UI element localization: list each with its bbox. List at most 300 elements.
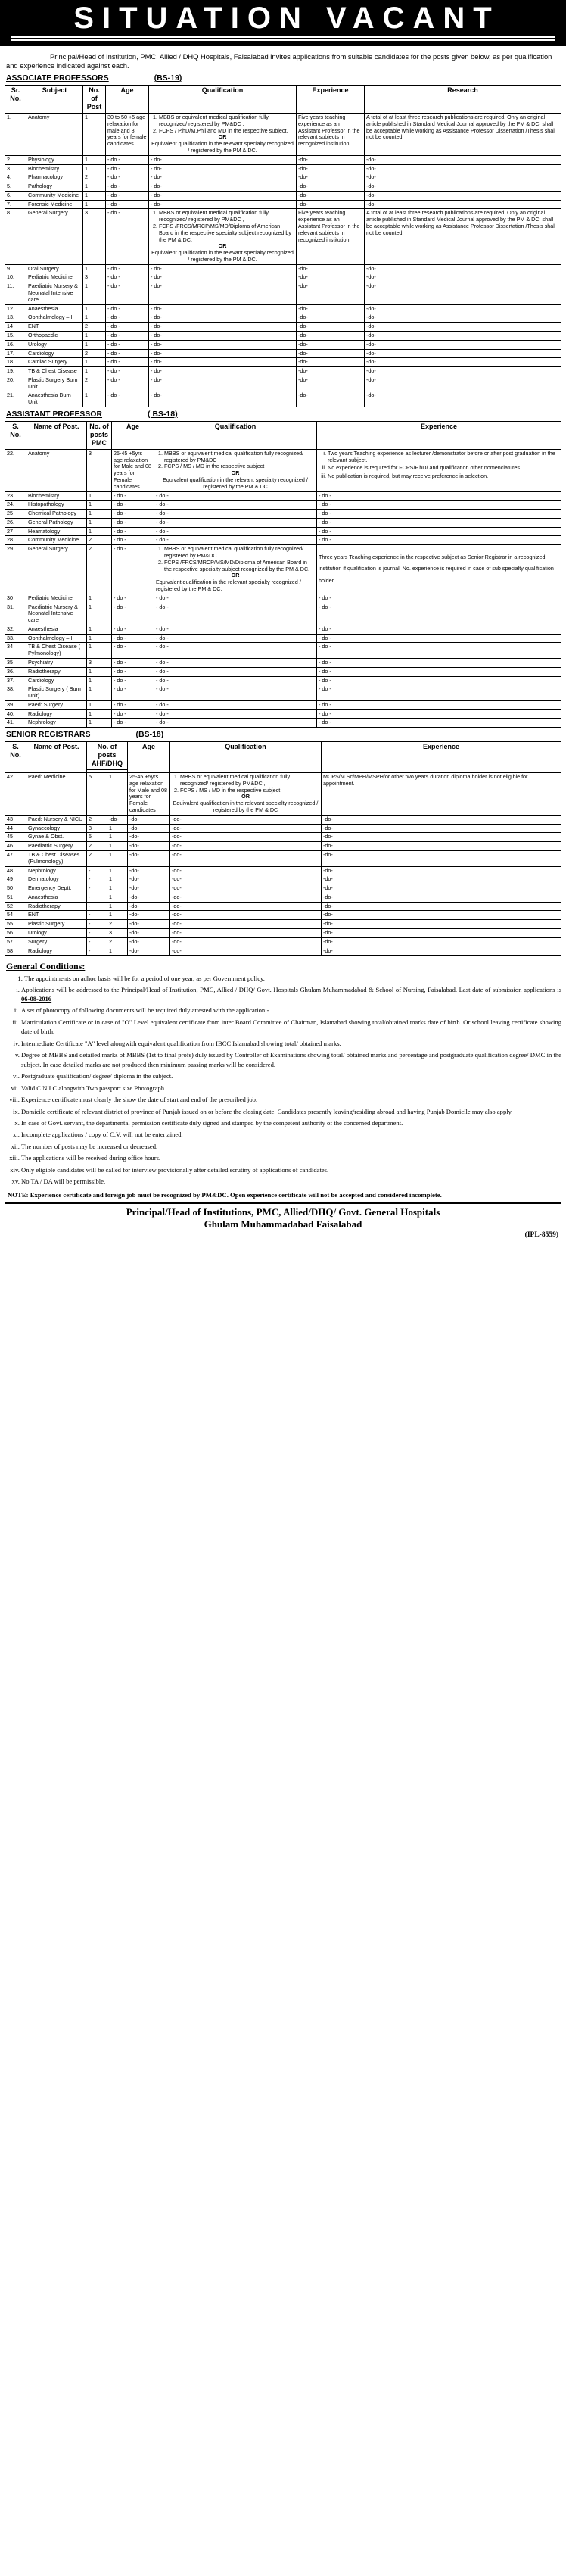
cell-posts: 1: [87, 527, 112, 536]
table-row: [5, 685, 561, 701]
cell-qualification: - do -: [154, 700, 317, 709]
table-senior-registrars: [5, 741, 561, 956]
cell-subject: Pathology: [26, 182, 83, 192]
cell-age: - do -: [112, 491, 154, 501]
cell-research: -do-: [365, 376, 561, 391]
cell-experience: -do-: [322, 893, 561, 902]
cell-age: -do-: [128, 850, 170, 866]
col-experience: Experience: [297, 86, 365, 114]
cell-experience: -do-: [297, 264, 365, 273]
deadline-date: 06-08-2016: [21, 994, 52, 1003]
table-row: [5, 349, 561, 358]
cell-subject: Radiotherapy: [26, 667, 87, 676]
cell-sr-no: 57: [5, 937, 26, 947]
cell-subject: Paediatric Nursery & Neonatal Intensive care: [26, 603, 87, 625]
cell-qualification: - do-: [149, 376, 297, 391]
cell-qualification: -do-: [170, 928, 322, 937]
section3-grade: (BS-18): [135, 731, 164, 740]
cell-qualification: [149, 209, 297, 264]
intro-line-2: posts given below, as per qualification and experience indicated against each.: [6, 51, 552, 70]
sub-condition-item: [21, 985, 561, 1004]
col-experience: Experience: [322, 742, 561, 773]
cell-posts: 2: [83, 323, 106, 332]
cell-age: - do -: [112, 709, 154, 719]
col-no-of-post: No. of Post: [83, 86, 106, 114]
qualification-tail: Equivalent qualification in the relevant specialty recognized / registered by the PM & DC.: [151, 140, 294, 154]
qualification-item: 2. FCPS / P.hD/M.Phil and MD in the respective subject.: [159, 128, 294, 135]
cell-age: -do-: [128, 920, 170, 929]
cell-research: -do-: [365, 358, 561, 367]
note-label: NOTE:: [8, 1190, 29, 1199]
section3-title: SENIOR REGISTRARS: [6, 731, 91, 740]
experience-item: ii. No experience is required for FCPS/P.hD/ and qualification other nomenclatures.: [328, 465, 559, 472]
cell-experience: -do-: [322, 875, 561, 884]
cell-experience: - do -: [317, 719, 561, 728]
sub-condition-item: viii. Experience certificate must clearly the show the date of start and end of the prescribed job.: [21, 1095, 561, 1104]
cell-sr-no: 25: [5, 510, 26, 519]
cell-qualification: -do-: [170, 866, 322, 875]
cell-subject: Heamatology: [26, 527, 87, 536]
sub-condition-item: xiii. The applications will be received during office hours.: [21, 1153, 561, 1162]
cell-posts-dhq: 1: [107, 866, 128, 875]
cell-sr-no: 43: [5, 815, 26, 824]
general-conditions-sublist: [5, 985, 561, 1187]
cell-experience: -do-: [322, 947, 561, 956]
cell-age: - do -: [112, 667, 154, 676]
cell-subject: TB & Chest Disease ( Pylmonology): [26, 643, 87, 659]
cell-qualification: - do -: [154, 518, 317, 527]
cell-age: -do-: [128, 893, 170, 902]
cell-sr-no: 20.: [5, 376, 26, 391]
cell-posts: 1: [83, 182, 106, 192]
table-row: [5, 282, 561, 304]
col-name-of-post: Name of Post.: [26, 421, 87, 449]
table-row: [5, 937, 561, 947]
cell-sr-no: 12.: [5, 304, 26, 313]
cell-subject: General Surgery: [26, 209, 83, 264]
cell-subject: Pediatric Medicine: [26, 273, 83, 282]
cell-sr-no: 52: [5, 902, 26, 911]
section1-grade: (BS-19): [154, 74, 182, 83]
cell-qualification: - do-: [149, 200, 297, 209]
cell-qualification: - do-: [149, 191, 297, 200]
cell-qualification: -do-: [170, 937, 322, 947]
qualification-tail: Equivalent qualification in the relevant specialty recognized / registered by the PM & DC.: [156, 579, 301, 592]
cell-experience: - do -: [317, 709, 561, 719]
cell-age: - do -: [112, 536, 154, 545]
cell-research: -do-: [365, 349, 561, 358]
cell-subject: Histopathology: [26, 501, 87, 510]
cell-age: - do -: [112, 643, 154, 659]
cell-experience: - do -: [317, 658, 561, 667]
col-age: Age: [112, 421, 154, 449]
cell-research: A total of at least three research publications are required. Only an original article published in Standard Medical Journal approved by the PM & DC, shall be acceptable while working as Assistance Professor Dissertation /Thesis shall not be counted.: [365, 114, 561, 156]
cell-age: - do -: [112, 634, 154, 643]
cell-posts-dhq: 1: [107, 893, 128, 902]
cell-sr-no: 39.: [5, 700, 26, 709]
cell-experience: -do-: [322, 902, 561, 911]
masthead-rule-bottom: [11, 39, 555, 41]
cell-age: -do-: [128, 911, 170, 920]
cell-posts: 1: [83, 155, 106, 164]
cell-subject: Paediatric Nursery & Neonatal Intensive care: [26, 282, 83, 304]
cell-sr-no: 45: [5, 833, 26, 842]
cell-experience: Three years Teaching experience in the respective subject as Senior Registrar in a recognized institution if qualification is journal. No. experience is required in case of sub specialty qualification holder.: [317, 545, 561, 594]
cell-experience: - do -: [317, 510, 561, 519]
cell-age: - do -: [106, 358, 149, 367]
intro-paragraph: [6, 52, 560, 71]
cell-research: A total of at least three research publications are required. Only an original article published in Standard Medical Journal approved by the PM & DC, shall be acceptable while working as Assistance Professor Dissertation /Thesis shall not be counted.: [365, 209, 561, 264]
cell-qualification: - do -: [154, 685, 317, 701]
cell-posts: 1: [83, 331, 106, 340]
cell-subject: Oral Surgery: [26, 264, 83, 273]
cell-experience: - do -: [317, 700, 561, 709]
cell-subject: Forensic Medicine: [26, 200, 83, 209]
cell-posts-dhq: 1: [107, 911, 128, 920]
cell-posts: 1: [83, 264, 106, 273]
section-heading-assistant-professor: [6, 410, 561, 419]
cell-posts-ahf: -: [87, 937, 107, 947]
cell-sr-no: 56: [5, 928, 26, 937]
cell-posts-dhq: 1: [107, 842, 128, 851]
cell-age: -do-: [128, 866, 170, 875]
cell-experience: -do-: [297, 200, 365, 209]
sub-condition-item: x. In case of Govt. servant, the departmental permission certificate duly signed and stamped by the competent authority of the concerned department.: [21, 1118, 561, 1127]
cell-sr-no: 44: [5, 824, 26, 833]
cell-subject: Plastic Surgery Burn Unit: [26, 376, 83, 391]
cell-age: -do-: [128, 947, 170, 956]
cell-subject: Anaesthesia: [26, 893, 87, 902]
cell-sr-no: 6.: [5, 191, 26, 200]
cell-posts: 1: [87, 594, 112, 603]
cell-experience: - do -: [317, 625, 561, 634]
table-row: [5, 491, 561, 501]
table-row: [5, 920, 561, 929]
cell-age: 25-45 +5yrs age relaxation for Male and 08 years for Female candidates: [112, 449, 154, 491]
sub-condition-item: ii. A set of photocopy of following documents will be required duly attested with the application:-: [21, 1006, 561, 1015]
cell-subject: Physiology: [26, 155, 83, 164]
cell-research: -do-: [365, 264, 561, 273]
cell-sr-no: 54: [5, 911, 26, 920]
cell-subject: Biochemistry: [26, 491, 87, 501]
cell-posts-dhq: 1: [107, 902, 128, 911]
table-row: [5, 594, 561, 603]
cell-qualification: - do -: [154, 603, 317, 625]
cell-age: -do-: [128, 884, 170, 893]
general-conditions-title: General Conditions:: [6, 961, 86, 972]
cell-posts: 3: [87, 449, 112, 491]
cell-qualification: - do-: [149, 358, 297, 367]
cell-experience: -do-: [322, 850, 561, 866]
cell-posts: 2: [83, 376, 106, 391]
cell-age: - do -: [106, 313, 149, 323]
cell-posts: 1: [87, 625, 112, 634]
cell-qualification: [170, 773, 322, 816]
table-row: [5, 304, 561, 313]
col-no-of-posts: No. of posts PMC: [87, 421, 112, 449]
cell-subject: Chemical Pathology: [26, 510, 87, 519]
cell-age: 30 to 50 +5 age relaxation for male and 8 years for female candidates: [106, 114, 149, 156]
cell-subject: Anaesthesia: [26, 625, 87, 634]
cell-subject: General Surgery: [26, 545, 87, 594]
sub-condition-text: Applications will be addressed to the Principal/Head of Institution, PMC, Allied / DHQ/ Govt. Hospitals Ghulam Muhammadabad & School of Nursing, Faisalabad. Last date of submission applications is: [21, 985, 561, 993]
cell-research: -do-: [365, 367, 561, 376]
cell-experience: -do-: [297, 182, 365, 192]
cell-experience: -do-: [322, 866, 561, 875]
cell-subject: Paed: Medicine: [26, 773, 87, 816]
cell-experience: Five years teaching experience as an Assistant Professor in the relevant subjects in recognized institution.: [297, 209, 365, 264]
cell-qualification: -do-: [170, 884, 322, 893]
table-row: [5, 273, 561, 282]
cell-qualification: - do-: [149, 173, 297, 182]
sub-condition-item: iv. Intermediate Certificate "A" level alongwith equivalent qualification from IBCC Islamabad showing total/ obtained marks.: [21, 1039, 561, 1048]
cell-sr-no: 16.: [5, 340, 26, 349]
cell-subject: Community Medicine: [26, 536, 87, 545]
cell-posts: 1: [83, 313, 106, 323]
table-row: [5, 391, 561, 407]
cell-posts-ahf: -: [87, 875, 107, 884]
qualification-item: 1. MBBS or equivalent medical qualification fully recognized/ registered by PM&DC ,: [159, 210, 294, 223]
table-row: [5, 833, 561, 842]
table-row: [5, 200, 561, 209]
cell-posts-ahf: 5: [87, 833, 107, 842]
cell-age: - do -: [106, 340, 149, 349]
sub-condition-item: xiv. Only eligible candidates will be called for interview provisionally after detailed scrutiny of applications of candidates.: [21, 1165, 561, 1174]
cell-research: -do-: [365, 173, 561, 182]
cell-subject: Anatomy: [26, 114, 83, 156]
cell-sr-no: 29.: [5, 545, 26, 594]
col-qualification: Qualification: [170, 742, 322, 773]
cell-qualification: [154, 545, 317, 594]
cell-subject: Urology: [26, 928, 87, 937]
table-row: [5, 603, 561, 625]
section1-title: ASSOCIATE PROFESSORS: [6, 74, 109, 83]
cell-posts: 1: [87, 700, 112, 709]
cell-qualification: [154, 449, 317, 491]
cell-qualification: - do-: [149, 182, 297, 192]
cell-subject: Paediatric Surgery: [26, 842, 87, 851]
cell-age: - do -: [106, 391, 149, 407]
table-row: [5, 658, 561, 667]
cell-subject: Nephrology: [26, 719, 87, 728]
cell-experience: -do-: [297, 282, 365, 304]
cell-subject: Anaesthesia Burn Unit: [26, 391, 83, 407]
cell-posts: 2: [87, 536, 112, 545]
cell-experience: - do -: [317, 491, 561, 501]
qualification-item: 2. FCPS /FRCS/MRCP/MS/MD/Diploma of American Board in the respective specialty subject recognized by the PM & DC.: [164, 560, 315, 573]
cell-sr-no: 2.: [5, 155, 26, 164]
cell-age: - do -: [106, 376, 149, 391]
qualification-or: OR: [218, 242, 227, 250]
cell-qualification: - do -: [154, 510, 317, 519]
section-heading-senior-registrars: [6, 731, 561, 739]
cell-age: - do -: [106, 164, 149, 173]
cell-sr-no: 21.: [5, 391, 26, 407]
cell-subject: Orthopaedic: [26, 331, 83, 340]
cell-posts-ahf: 2: [87, 815, 107, 824]
cell-sr-no: 33.: [5, 634, 26, 643]
cell-subject: TB & Chest Disease: [26, 367, 83, 376]
cell-subject: ENT: [26, 323, 83, 332]
sub-condition-item: iii. Matriculation Certificate or in case of "O" Level equivalent certificate from inter Board Committee of Chairman, Islamabad showing total/obtained marks date of birth. Or school leaving certificate showing date of birth.: [21, 1018, 561, 1037]
cell-qualification: - do-: [149, 304, 297, 313]
table-row: [5, 173, 561, 182]
cell-posts: 1: [83, 282, 106, 304]
table-header-row: [5, 421, 561, 449]
cell-posts: 1: [83, 367, 106, 376]
cell-sr-no: 42: [5, 773, 26, 816]
cell-sr-no: 41.: [5, 719, 26, 728]
cell-age: - do -: [106, 367, 149, 376]
cell-qualification: -do-: [170, 842, 322, 851]
cell-posts: 1: [87, 676, 112, 685]
table-header-row: [5, 742, 561, 770]
cell-qualification: - do -: [154, 536, 317, 545]
table-row: [5, 884, 561, 893]
cell-sr-no: 30: [5, 594, 26, 603]
cell-sr-no: 3.: [5, 164, 26, 173]
footer-block: [5, 1202, 561, 1239]
cell-qualification: - do -: [154, 501, 317, 510]
cell-research: -do-: [365, 155, 561, 164]
cell-experience: [317, 449, 561, 491]
cell-subject: Gynae & Obst.: [26, 833, 87, 842]
cell-experience: -do-: [297, 155, 365, 164]
col-sr-no: Sr. No.: [5, 86, 26, 114]
cell-experience: - do -: [317, 643, 561, 659]
cell-experience: -do-: [322, 833, 561, 842]
cell-qualification: - do -: [154, 658, 317, 667]
cell-experience: -do-: [297, 191, 365, 200]
cell-posts-dhq: 1: [107, 947, 128, 956]
advertisement-body: [0, 46, 566, 1242]
cell-experience: -do-: [322, 928, 561, 937]
cell-experience: - do -: [317, 667, 561, 676]
cell-qualification: - do-: [149, 264, 297, 273]
cell-sr-no: 26.: [5, 518, 26, 527]
cell-qualification: -do-: [170, 850, 322, 866]
cell-subject: General Pathology: [26, 518, 87, 527]
cell-sr-no: 8.: [5, 209, 26, 264]
cell-age: - do -: [106, 282, 149, 304]
cell-posts: 1: [83, 191, 106, 200]
cell-posts-dhq: 1: [107, 875, 128, 884]
cell-age: - do -: [112, 545, 154, 594]
col-sr-no: S. No.: [5, 742, 26, 773]
cell-research: -do-: [365, 182, 561, 192]
cell-posts: 1: [87, 643, 112, 659]
cell-subject: Community Medicine: [26, 191, 83, 200]
cell-posts-ahf: -: [87, 902, 107, 911]
qualification-or: OR: [231, 572, 240, 579]
cell-research: -do-: [365, 273, 561, 282]
cell-qualification: - do -: [154, 625, 317, 634]
cell-experience: -do-: [322, 911, 561, 920]
col-name-of-post: Name of Post.: [26, 742, 87, 773]
table-row: [5, 893, 561, 902]
cell-sr-no: 18.: [5, 358, 26, 367]
cell-experience: - do -: [317, 634, 561, 643]
cell-subject: Cardiology: [26, 676, 87, 685]
cell-experience: -do-: [322, 937, 561, 947]
qualification-item: 1. MBBS or equivalent medical qualification fully recognized/ registered by PM&DC ,: [180, 774, 319, 787]
cell-sr-no: 37.: [5, 676, 26, 685]
col-qualification: Qualification: [154, 421, 317, 449]
cell-sr-no: 17.: [5, 349, 26, 358]
cell-experience: -do-: [297, 331, 365, 340]
cell-qualification: - do -: [154, 719, 317, 728]
sub-condition-item: vii. Valid C.N.I.C alongwith Two passport size Photograph.: [21, 1084, 561, 1093]
cell-sr-no: 22.: [5, 449, 26, 491]
cell-posts: 2: [87, 545, 112, 594]
cell-sr-no: 48: [5, 866, 26, 875]
cell-qualification: - do -: [154, 491, 317, 501]
section-heading-associate-professors: [6, 74, 561, 83]
cell-age: - do -: [106, 323, 149, 332]
col-subject: Subject: [26, 86, 83, 114]
qualification-item: 2. FCPS / MS / MD in the respective subject: [180, 787, 319, 794]
cell-qualification: [149, 114, 297, 156]
table-row: [5, 773, 561, 816]
cell-sr-no: 46: [5, 842, 26, 851]
cell-posts: 2: [83, 173, 106, 182]
cell-sr-no: 23.: [5, 491, 26, 501]
cell-posts-ahf: -: [87, 928, 107, 937]
cell-posts: 1: [83, 391, 106, 407]
cell-qualification: - do -: [154, 643, 317, 659]
cell-sr-no: 19.: [5, 367, 26, 376]
cell-posts-ahf: -: [87, 866, 107, 875]
cell-age: - do -: [112, 700, 154, 709]
cell-research: -do-: [365, 340, 561, 349]
cell-posts: 1: [87, 501, 112, 510]
cell-posts: 1: [83, 340, 106, 349]
cell-research: -do-: [365, 282, 561, 304]
sub-condition-item: xv. No TA / DA will be permissible.: [21, 1177, 561, 1186]
cell-sr-no: 28: [5, 536, 26, 545]
cell-sr-no: 55: [5, 920, 26, 929]
table-row: [5, 323, 561, 332]
cell-qualification: - do-: [149, 282, 297, 304]
cell-posts-dhq: 1: [107, 824, 128, 833]
cell-qualification: -do-: [170, 833, 322, 842]
cell-age: - do -: [112, 625, 154, 634]
cell-sr-no: 40.: [5, 709, 26, 719]
col-research: Research: [365, 86, 561, 114]
table-row: [5, 510, 561, 519]
cell-age: - do -: [112, 685, 154, 701]
cell-experience: - do -: [317, 536, 561, 545]
cell-qualification: - do-: [149, 323, 297, 332]
general-condition-item: 1. The appointments on adhoc basis will be for a period of one year, as per Government policy.: [24, 974, 561, 983]
cell-experience: -do-: [322, 842, 561, 851]
cell-sr-no: 35: [5, 658, 26, 667]
cell-research: -do-: [365, 200, 561, 209]
table-row: [5, 634, 561, 643]
table-row: [5, 911, 561, 920]
cell-qualification: - do -: [154, 634, 317, 643]
cell-age: - do -: [106, 155, 149, 164]
table-row: [5, 875, 561, 884]
table-row: [5, 367, 561, 376]
cell-age: - do -: [112, 603, 154, 625]
advertisement-page: [0, 0, 566, 1242]
cell-experience: -do-: [297, 358, 365, 367]
cell-qualification: -do-: [170, 824, 322, 833]
cell-qualification: - do -: [154, 667, 317, 676]
cell-sr-no: 7.: [5, 200, 26, 209]
cell-sr-no: 36.: [5, 667, 26, 676]
